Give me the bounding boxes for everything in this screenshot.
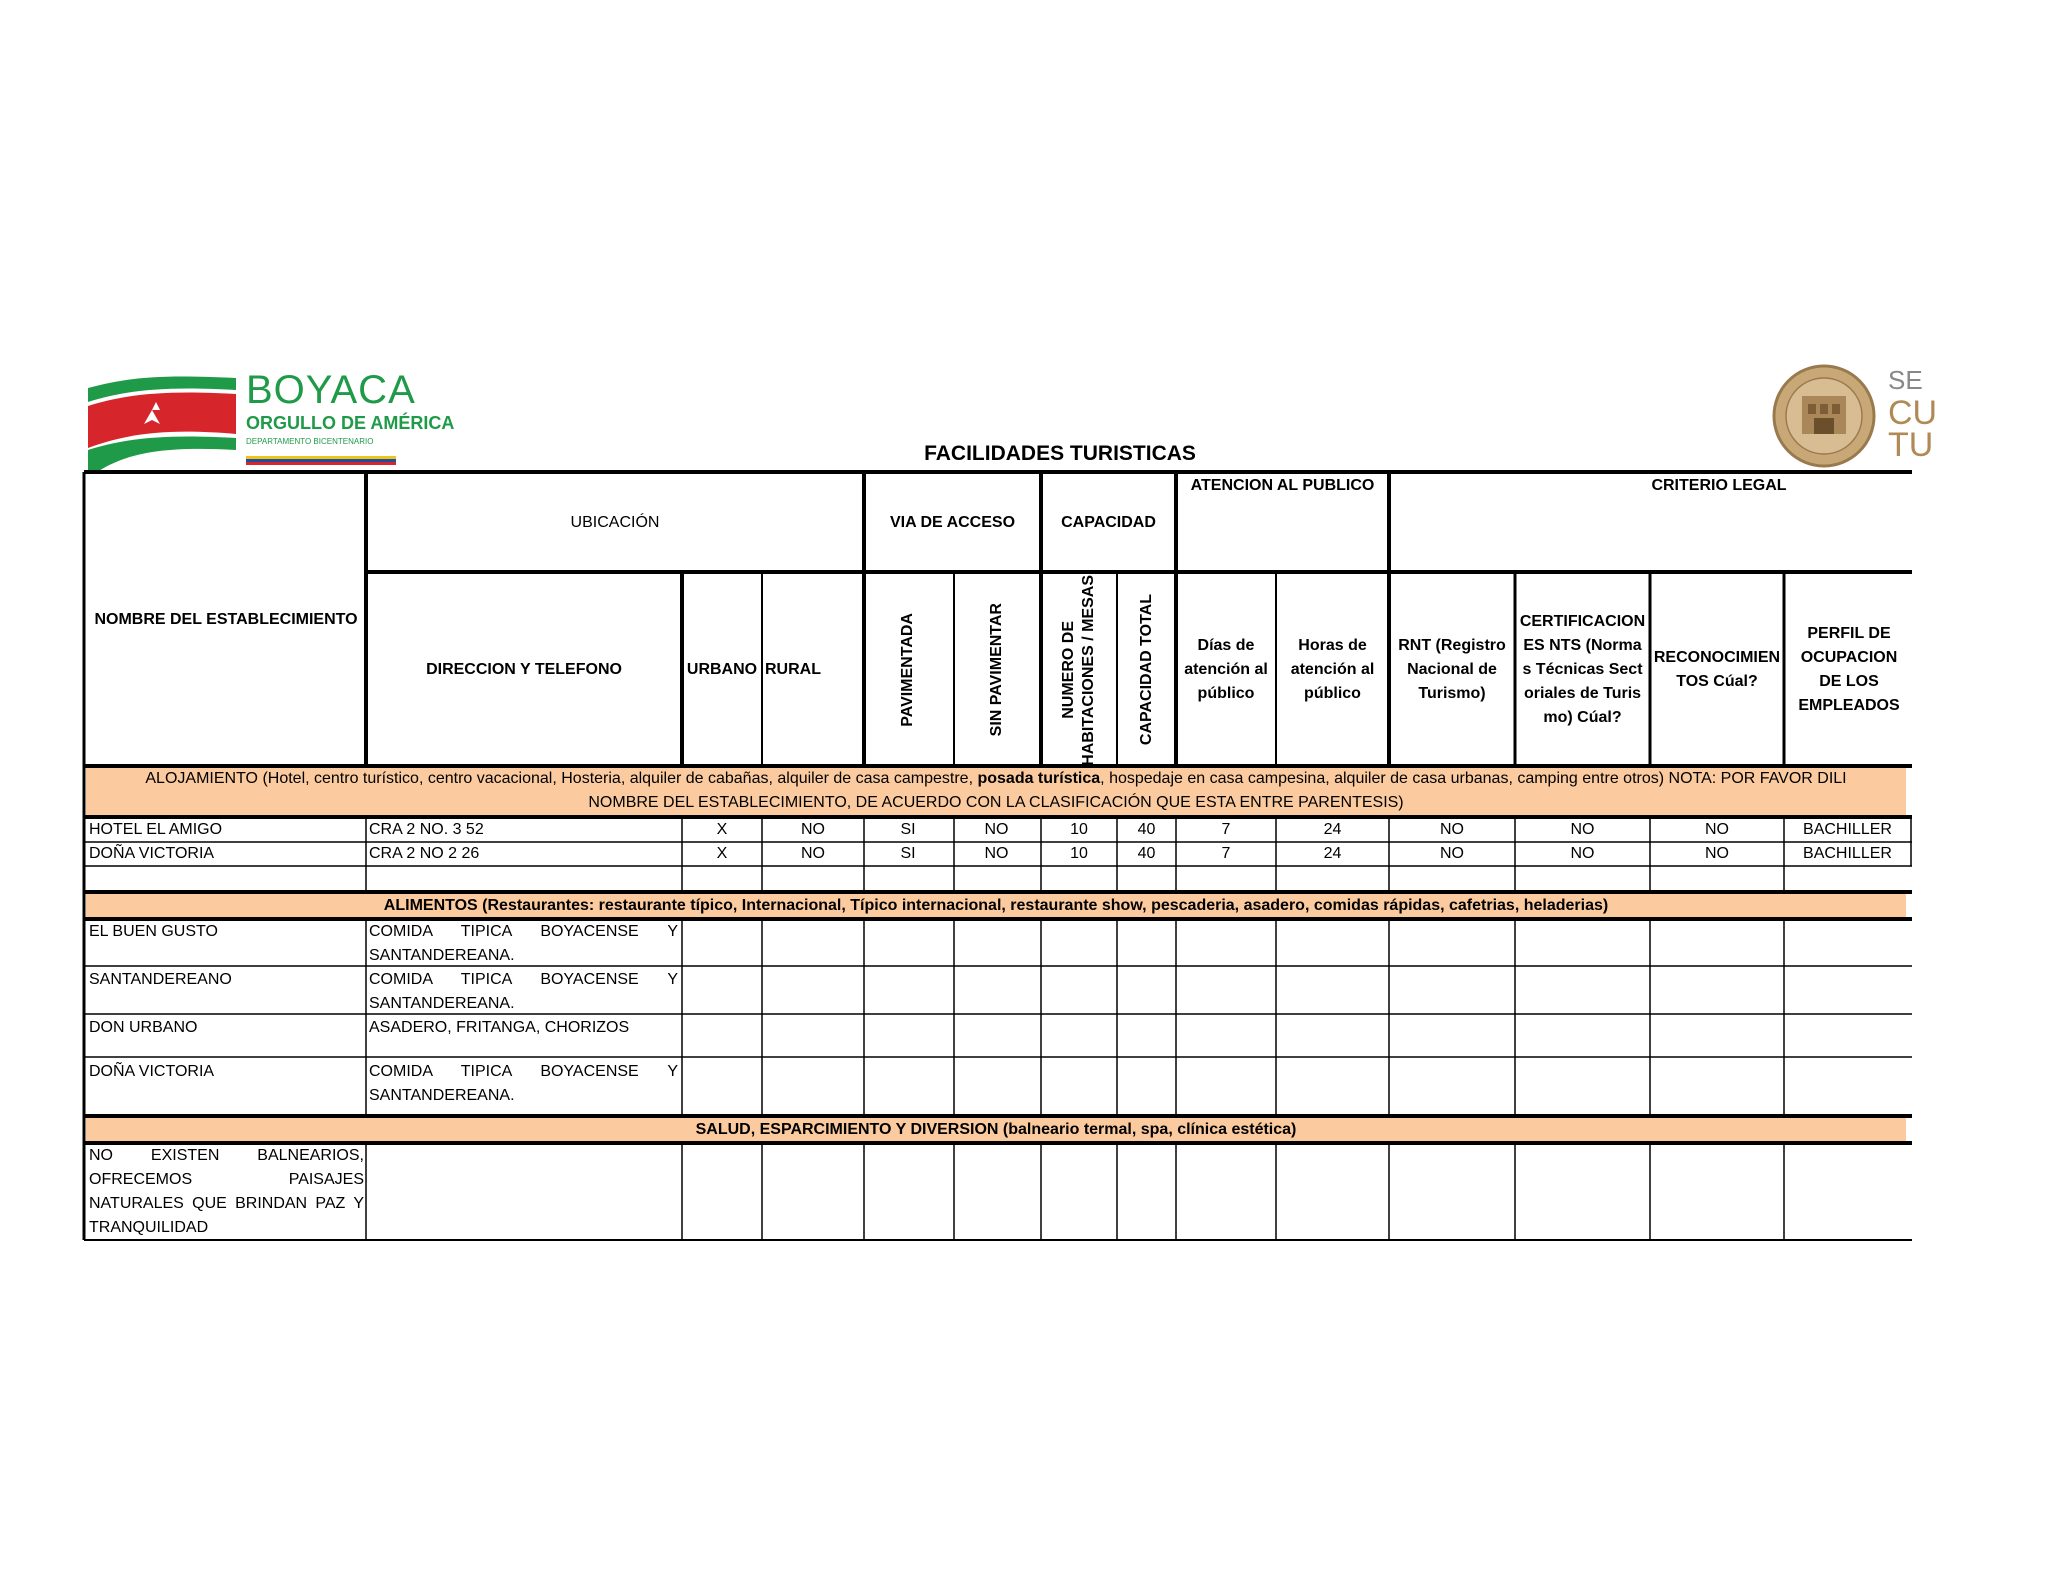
alimentos-row-3-nombre: DON URBANO [89, 1019, 198, 1036]
alojamiento-row-1-pavimentada: SI [900, 821, 916, 838]
header-via-acceso: VIA DE ACCESO [889, 514, 1016, 531]
alojamiento-row-1-capacidad: 40 [1137, 821, 1156, 838]
alojamiento-row-1-habitaciones: 10 [1070, 821, 1088, 838]
section-alojamiento-text-2: NOMBRE DEL ESTABLECIMIENTO, DE ACUERDO CON LA CLASIFICACIÓN QUE ESTA ENTRE PARENTESIS) [588, 794, 1404, 811]
alimentos-row-1-direccion: COMIDA TIPICA BOYACENSE Y SANTANDEREANA. [369, 923, 678, 964]
alimentos-row-2-direccion: COMIDA TIPICA BOYACENSE Y SANTANDEREANA. [369, 971, 678, 1012]
alojamiento-row-1-certificaciones: NO [1570, 821, 1595, 838]
section-alojamiento-text-c: , hospedaje en casa campesina, alquiler de casa urbanas, camping entre otros) NOTA: POR FAVOR DILI [1100, 770, 1847, 787]
alojamiento-row-1-urbano: X [716, 821, 728, 838]
section-alimentos-text: ALIMENTOS (Restaurantes: restaurante típico, Internacional, Típico internacional, restaurante show, pescaderia, asadero, comidas rápidas, cafetrias, heladerias) [383, 897, 1609, 914]
seal-text-fragment-2: CU [1888, 394, 1938, 432]
salud-row-1-nombre: NO EXISTEN BALNEARIOS, OFRECEMOS PAISAJES NATURALES QUE BRINDAN PAZ Y TRANQUILIDAD [89, 1147, 364, 1236]
header-capacidad-total-text: CAPACIDAD TOTAL [1137, 594, 1155, 746]
page-title: FACILIDADES TURISTICAS [924, 442, 1196, 465]
alojamiento-row-2-direccion: CRA 2 NO 2 26 [369, 845, 480, 862]
seal-text-fragment-3: TU [1888, 426, 1934, 464]
header-pavimentada-text: PAVIMENTADA [899, 613, 916, 727]
alojamiento-row-1-sin-pavimentar: NO [984, 821, 1009, 838]
section-alojamiento-text-b: posada turística [977, 770, 1101, 787]
alojamiento-row-2-nombre: DOÑA VICTORIA [89, 845, 215, 862]
alojamiento-row-1-nombre: HOTEL EL AMIGO [89, 821, 223, 838]
alimentos-row-4-direccion: COMIDA TIPICA BOYACENSE Y SANTANDEREANA. [369, 1063, 678, 1104]
header-sin-pavimentar-text: SIN PAVIMENTAR [987, 603, 1005, 737]
alojamiento-row-2-certificaciones: NO [1570, 845, 1595, 862]
header-habitaciones-text-1: NUMERO DE [1060, 621, 1077, 719]
header-perfil: PERFIL DE OCUPACION DE LOS EMPLEADOS [1798, 625, 1900, 714]
alojamiento-row-1-rnt: NO [1440, 821, 1464, 838]
alojamiento-row-2-perfil: BACHILLER [1803, 845, 1892, 862]
alojamiento-row-1-reconocimientos: NO [1705, 821, 1729, 838]
header-sin-pavimentar [952, 574, 1041, 766]
alojamiento-row-2-horas: 24 [1323, 845, 1342, 862]
alojamiento-row-1-direccion: CRA 2 NO. 3 52 [369, 821, 484, 838]
logo-tagline: DEPARTAMENTO BICENTENARIO [246, 437, 374, 446]
alojamiento-row-2-pavimentada: SI [900, 845, 916, 862]
seal-text-fragment-1: SE [1888, 365, 1923, 395]
alojamiento-row-2-rnt: NO [1440, 845, 1464, 862]
alimentos-row-3-direccion: ASADERO, FRITANGA, CHORIZOS [369, 1019, 630, 1036]
header-habitaciones-text-2: HABITACIONES / MESAS [1080, 574, 1097, 766]
alojamiento-row-2-urbano: X [716, 845, 728, 862]
section-salud-text: SALUD, ESPARCIMIENTO Y DIVERSION (balneario termal, spa, clínica estética) [695, 1121, 1297, 1138]
logo-title: BOYACA [246, 368, 416, 412]
header-ubicacion: UBICACIÓN [570, 514, 660, 531]
header-direccion: DIRECCION Y TELEFONO [426, 661, 622, 678]
header-urbano: URBANO [686, 661, 758, 678]
alojamiento-row-2-dias: 7 [1221, 845, 1231, 862]
alojamiento-row-2-rural: NO [801, 845, 825, 862]
alojamiento-row-1-horas: 24 [1323, 821, 1342, 838]
header-capacidad: CAPACIDAD [1061, 514, 1156, 531]
header-horas: Horas de atención al público [1290, 637, 1375, 702]
alimentos-row-4-nombre: DOÑA VICTORIA [89, 1063, 215, 1080]
alojamiento-row-1-dias: 7 [1221, 821, 1231, 838]
header-certificaciones: CERTIFICACIONES NTS (Normas Técnicas Sectoriales de Turismo) Cúal? [1519, 613, 1646, 726]
section-alojamiento-text-a: ALOJAMIENTO (Hotel, centro turístico, centro vacacional, Hosteria, alquiler de cabañas, alquiler de casa campestre, [145, 770, 978, 787]
alojamiento-row-2-capacidad: 40 [1137, 845, 1156, 862]
alimentos-row-1-nombre: EL BUEN GUSTO [89, 923, 218, 940]
header-rural: RURAL [765, 661, 821, 678]
alojamiento-row-2-reconocimientos: NO [1705, 845, 1729, 862]
header-rnt: RNT (Registro Nacional de Turismo) [1398, 637, 1506, 702]
logo-subtitle: ORGULLO DE AMÉRICA [246, 413, 455, 433]
header-atencion: ATENCION AL PUBLICO [1190, 477, 1375, 494]
alojamiento-row-1-perfil: BACHILLER [1803, 821, 1892, 838]
alimentos-row-2-nombre: SANTANDEREANO [89, 971, 232, 988]
header-criterio: CRITERIO LEGAL [1651, 477, 1787, 494]
header-nombre: NOMBRE DEL ESTABLECIMIENTO [94, 611, 358, 628]
header-dias: Días de atención al público [1184, 637, 1268, 702]
alojamiento-row-2-habitaciones: 10 [1070, 845, 1088, 862]
header-pavimentada [864, 574, 952, 766]
alojamiento-row-2-sin-pavimentar: NO [984, 845, 1009, 862]
header-habitaciones [1041, 574, 1117, 766]
header-capacidad-total [1117, 574, 1176, 766]
header-reconocimientos: RECONOCIMIENTOS Cúal? [1653, 649, 1781, 690]
alojamiento-row-1-rural: NO [801, 821, 825, 838]
